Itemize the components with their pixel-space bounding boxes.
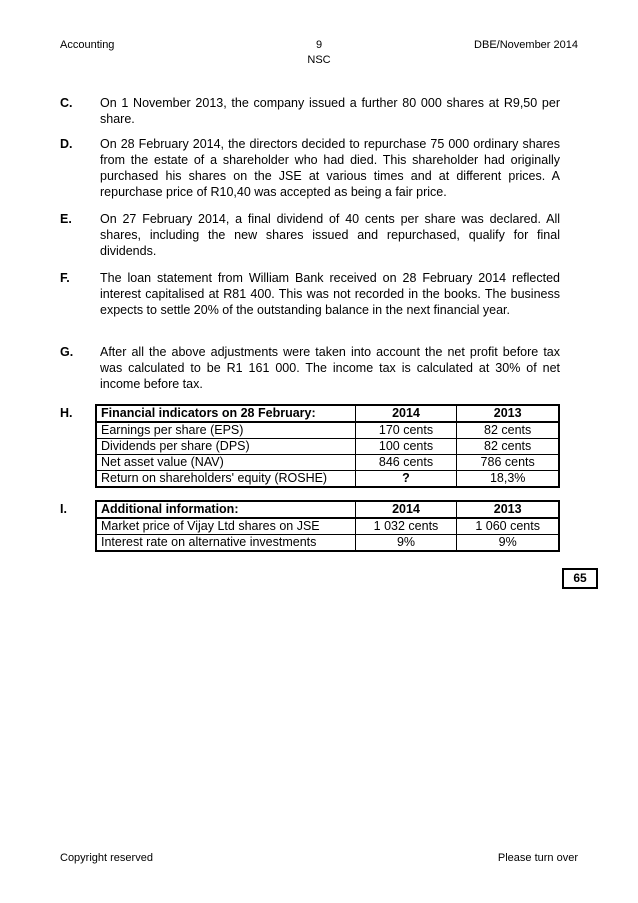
table-cell: 1 032 cents xyxy=(355,518,457,535)
table-header-cell: 2014 xyxy=(355,405,457,422)
item-letter: G. xyxy=(60,345,74,359)
level-label: NSC xyxy=(307,54,331,66)
table-cell: Return on shareholders' equity (ROSHE) xyxy=(96,471,355,488)
table-i-letter: I. xyxy=(60,502,67,516)
marks-total-box: 65 xyxy=(562,568,598,589)
table-cell: 9% xyxy=(355,535,457,552)
footer-copyright: Copyright reserved xyxy=(60,852,153,864)
item-text: After all the above adjustments were taken into account the net profit before tax was calculated to be R1 161 000. The income tax is calculated at 30% of net income before tax. xyxy=(100,345,560,391)
item-text: On 1 November 2013, the company issued a further 80 000 shares at R9,50 per share. xyxy=(100,96,560,126)
table-row xyxy=(96,439,559,455)
table-header-row xyxy=(96,501,559,518)
table-row xyxy=(96,422,559,439)
item-text: The loan statement from William Bank received on 28 February 2014 reflected interest capitalised at R81 400. This was not recorded in the books. The business expects to settle 20% of the outstanding balance in the next financial year. xyxy=(100,271,560,317)
table-header-cell: 2014 xyxy=(355,501,457,518)
item-d xyxy=(60,136,560,200)
table-cell: 18,3% xyxy=(457,471,559,488)
financial-indicators-table xyxy=(95,404,560,488)
table-row xyxy=(96,518,559,535)
table-cell: ? xyxy=(355,471,457,488)
table-header-cell: Additional information: xyxy=(96,501,355,518)
item-e xyxy=(60,211,560,259)
table-row xyxy=(96,471,559,488)
table-cell: Net asset value (NAV) xyxy=(96,455,355,471)
header-board: DBE/November 2014 xyxy=(474,39,578,51)
table-row xyxy=(96,535,559,552)
table-header-cell: Financial indicators on 28 February: xyxy=(96,405,355,422)
item-text: On 27 February 2014, a final dividend of 40 cents per share was declared. All shares, including the new shares issued and repurchased, qualify for final dividends. xyxy=(100,212,560,258)
page-number: 9 xyxy=(315,39,323,51)
item-letter: E. xyxy=(60,212,72,226)
table-cell: Market price of Vijay Ltd shares on JSE xyxy=(96,518,355,535)
table-cell: 82 cents xyxy=(457,422,559,439)
table-cell: Interest rate on alternative investments xyxy=(96,535,355,552)
item-letter: C. xyxy=(60,96,73,110)
table-header-cell: 2013 xyxy=(457,405,559,422)
table-cell: 9% xyxy=(457,535,559,552)
table-row xyxy=(96,455,559,471)
table-cell: Dividends per share (DPS) xyxy=(96,439,355,455)
item-letter: F. xyxy=(60,271,70,285)
item-c xyxy=(60,95,560,127)
footer-turn-over: Please turn over xyxy=(497,852,578,864)
table-cell: 786 cents xyxy=(457,455,559,471)
item-f xyxy=(60,270,560,318)
table-cell: Earnings per share (EPS) xyxy=(96,422,355,439)
table-cell: 170 cents xyxy=(355,422,457,439)
additional-information-table xyxy=(95,500,560,552)
table-cell: 100 cents xyxy=(355,439,457,455)
header-subject: Accounting xyxy=(60,39,115,51)
item-text: On 28 February 2014, the directors decided to repurchase 75 000 ordinary shares from the estate of a shareholder who had died. This shareholder had originally purchased his shares on the JSE at various times and at different prices. A repurchase price of R10,40 was accepted as being a fair price. xyxy=(100,137,560,199)
table-cell: 846 cents xyxy=(355,455,457,471)
table-cell: 1 060 cents xyxy=(457,518,559,535)
table-header-cell: 2013 xyxy=(457,501,559,518)
table-h-letter: H. xyxy=(60,406,73,420)
item-letter: D. xyxy=(60,137,73,151)
table-header-row xyxy=(96,405,559,422)
table-cell: 82 cents xyxy=(457,439,559,455)
item-g xyxy=(60,344,560,392)
